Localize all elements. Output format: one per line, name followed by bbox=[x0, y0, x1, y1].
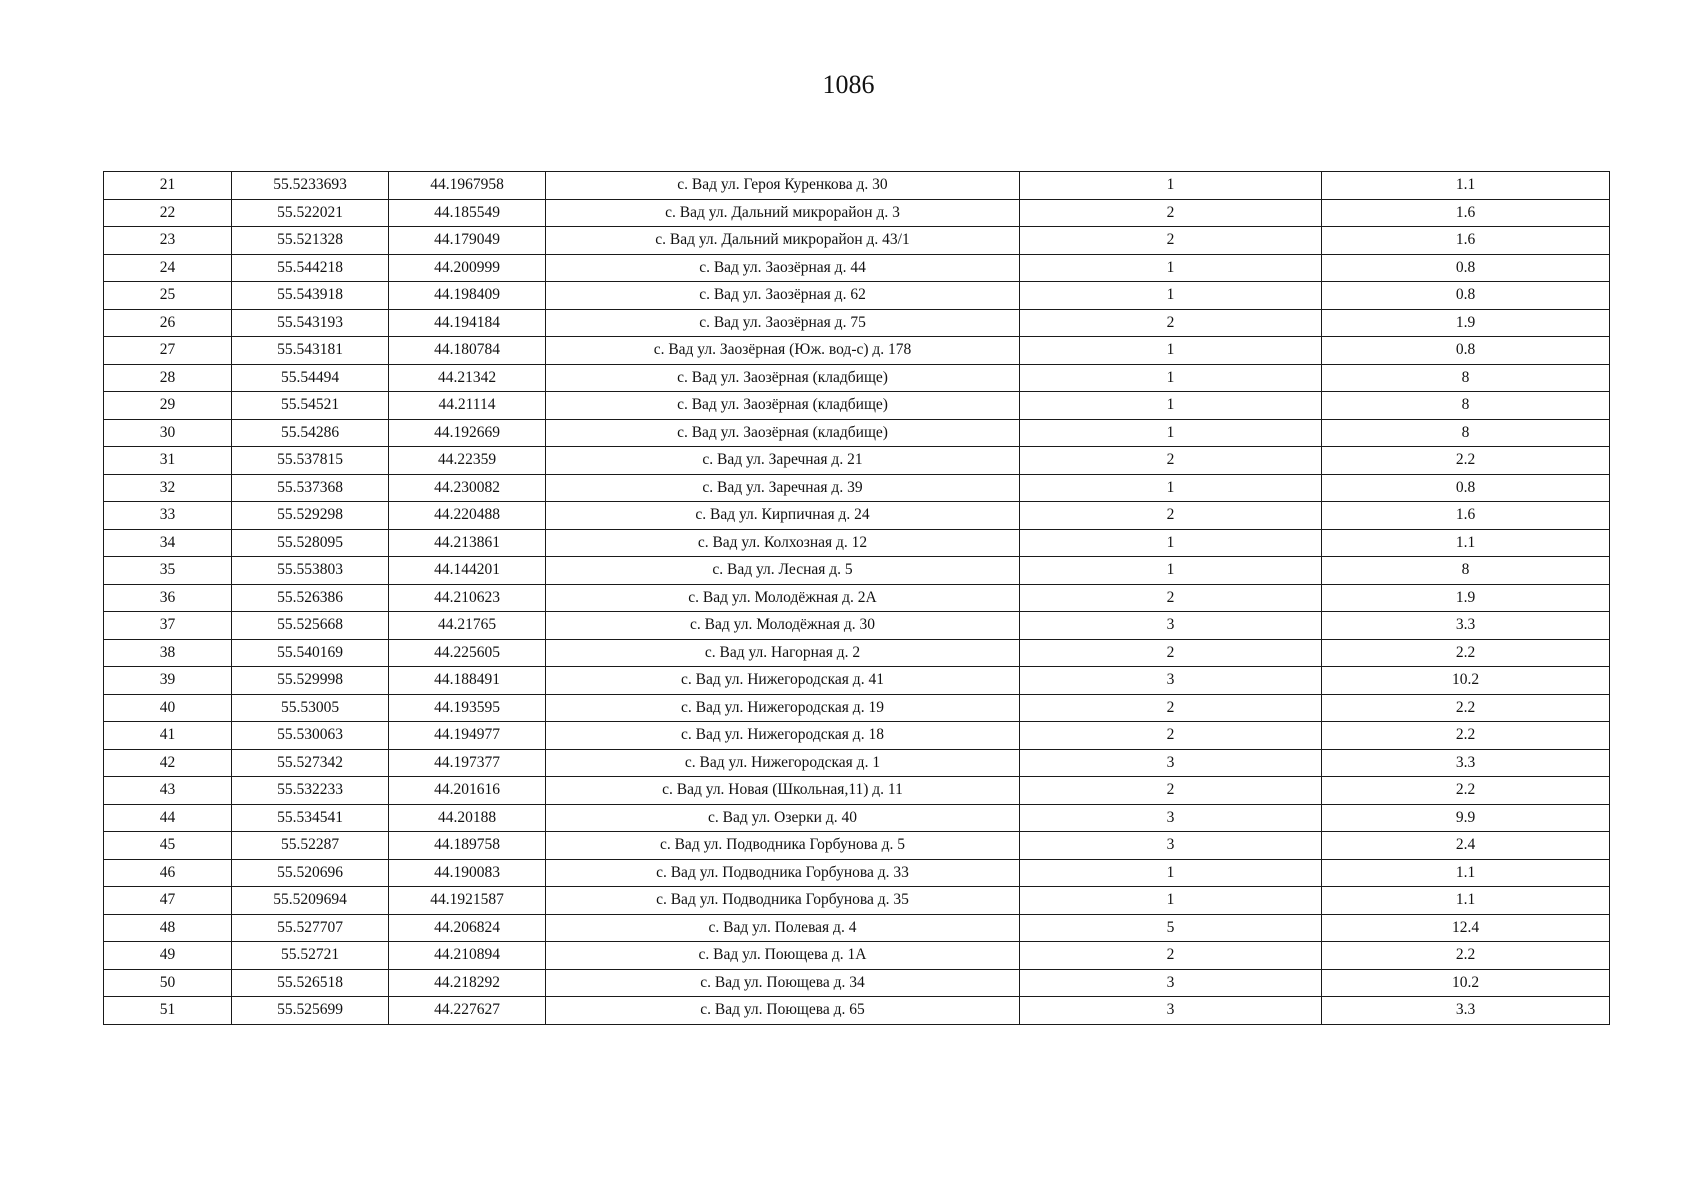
volume-cell: 1.9 bbox=[1322, 309, 1610, 337]
table-row bbox=[104, 612, 1610, 640]
volume-cell: 8 bbox=[1322, 557, 1610, 585]
latitude-cell: 55.525699 bbox=[232, 997, 389, 1025]
count-cell: 1 bbox=[1020, 887, 1322, 915]
longitude-cell: 44.194977 bbox=[389, 722, 546, 750]
address-cell: с. Вад ул. Заречная д. 21 bbox=[546, 447, 1020, 475]
longitude-cell: 44.220488 bbox=[389, 502, 546, 530]
longitude-cell: 44.21765 bbox=[389, 612, 546, 640]
latitude-cell: 55.5209694 bbox=[232, 887, 389, 915]
volume-cell: 1.1 bbox=[1322, 859, 1610, 887]
count-cell: 1 bbox=[1020, 474, 1322, 502]
row-number-cell: 21 bbox=[104, 172, 232, 200]
volume-cell: 1.9 bbox=[1322, 584, 1610, 612]
address-cell: с. Вад ул. Поющева д. 65 bbox=[546, 997, 1020, 1025]
row-number-cell: 35 bbox=[104, 557, 232, 585]
count-cell: 3 bbox=[1020, 612, 1322, 640]
row-number-cell: 42 bbox=[104, 749, 232, 777]
latitude-cell: 55.525668 bbox=[232, 612, 389, 640]
count-cell: 1 bbox=[1020, 254, 1322, 282]
latitude-cell: 55.553803 bbox=[232, 557, 389, 585]
address-cell: с. Вад ул. Молодёжная д. 30 bbox=[546, 612, 1020, 640]
longitude-cell: 44.188491 bbox=[389, 667, 546, 695]
table-row bbox=[104, 337, 1610, 365]
table-row bbox=[104, 502, 1610, 530]
longitude-cell: 44.189758 bbox=[389, 832, 546, 860]
count-cell: 5 bbox=[1020, 914, 1322, 942]
address-cell: с. Вад ул. Молодёжная д. 2А bbox=[546, 584, 1020, 612]
row-number-cell: 51 bbox=[104, 997, 232, 1025]
row-number-cell: 47 bbox=[104, 887, 232, 915]
row-number-cell: 36 bbox=[104, 584, 232, 612]
count-cell: 3 bbox=[1020, 969, 1322, 997]
volume-cell: 2.2 bbox=[1322, 942, 1610, 970]
volume-cell: 2.2 bbox=[1322, 777, 1610, 805]
volume-cell: 2.4 bbox=[1322, 832, 1610, 860]
longitude-cell: 44.210623 bbox=[389, 584, 546, 612]
volume-cell: 9.9 bbox=[1322, 804, 1610, 832]
table-row bbox=[104, 942, 1610, 970]
address-cell: с. Вад ул. Нижегородская д. 41 bbox=[546, 667, 1020, 695]
latitude-cell: 55.534541 bbox=[232, 804, 389, 832]
volume-cell: 1.1 bbox=[1322, 172, 1610, 200]
count-cell: 2 bbox=[1020, 777, 1322, 805]
latitude-cell: 55.537815 bbox=[232, 447, 389, 475]
volume-cell: 2.2 bbox=[1322, 694, 1610, 722]
address-cell: с. Вад ул. Подводника Горбунова д. 5 bbox=[546, 832, 1020, 860]
count-cell: 1 bbox=[1020, 529, 1322, 557]
count-cell: 2 bbox=[1020, 639, 1322, 667]
count-cell: 2 bbox=[1020, 694, 1322, 722]
row-number-cell: 38 bbox=[104, 639, 232, 667]
table-row bbox=[104, 694, 1610, 722]
latitude-cell: 55.54494 bbox=[232, 364, 389, 392]
volume-cell: 1.1 bbox=[1322, 887, 1610, 915]
table-row bbox=[104, 887, 1610, 915]
address-cell: с. Вад ул. Заозёрная (кладбище) bbox=[546, 392, 1020, 420]
latitude-cell: 55.54286 bbox=[232, 419, 389, 447]
row-number-cell: 23 bbox=[104, 227, 232, 255]
row-number-cell: 48 bbox=[104, 914, 232, 942]
latitude-cell: 55.54521 bbox=[232, 392, 389, 420]
table-row bbox=[104, 804, 1610, 832]
count-cell: 2 bbox=[1020, 942, 1322, 970]
table-row bbox=[104, 667, 1610, 695]
table-row bbox=[104, 474, 1610, 502]
table-row bbox=[104, 309, 1610, 337]
count-cell: 1 bbox=[1020, 282, 1322, 310]
volume-cell: 3.3 bbox=[1322, 612, 1610, 640]
address-cell: с. Вад ул. Подводника Горбунова д. 33 bbox=[546, 859, 1020, 887]
row-number-cell: 32 bbox=[104, 474, 232, 502]
count-cell: 2 bbox=[1020, 502, 1322, 530]
count-cell: 1 bbox=[1020, 859, 1322, 887]
table-row bbox=[104, 914, 1610, 942]
count-cell: 1 bbox=[1020, 337, 1322, 365]
table-row bbox=[104, 254, 1610, 282]
table-row bbox=[104, 227, 1610, 255]
volume-cell: 0.8 bbox=[1322, 254, 1610, 282]
count-cell: 1 bbox=[1020, 419, 1322, 447]
address-cell: с. Вад ул. Новая (Школьная,11) д. 11 bbox=[546, 777, 1020, 805]
table-row bbox=[104, 749, 1610, 777]
volume-cell: 10.2 bbox=[1322, 667, 1610, 695]
row-number-cell: 26 bbox=[104, 309, 232, 337]
table-body bbox=[104, 172, 1610, 1025]
table-row bbox=[104, 584, 1610, 612]
volume-cell: 8 bbox=[1322, 419, 1610, 447]
address-cell: с. Вад ул. Заозёрная (Юж. вод-с) д. 178 bbox=[546, 337, 1020, 365]
volume-cell: 1.1 bbox=[1322, 529, 1610, 557]
row-number-cell: 43 bbox=[104, 777, 232, 805]
latitude-cell: 55.543181 bbox=[232, 337, 389, 365]
page-number: 1086 bbox=[822, 70, 875, 99]
row-number-cell: 37 bbox=[104, 612, 232, 640]
table-row bbox=[104, 832, 1610, 860]
count-cell: 1 bbox=[1020, 364, 1322, 392]
table-row bbox=[104, 282, 1610, 310]
latitude-cell: 55.543918 bbox=[232, 282, 389, 310]
volume-cell: 10.2 bbox=[1322, 969, 1610, 997]
address-cell: с. Вад ул. Героя Куренкова д. 30 bbox=[546, 172, 1020, 200]
latitude-cell: 55.521328 bbox=[232, 227, 389, 255]
volume-cell: 8 bbox=[1322, 392, 1610, 420]
row-number-cell: 33 bbox=[104, 502, 232, 530]
address-cell: с. Вад ул. Озерки д. 40 bbox=[546, 804, 1020, 832]
table-row bbox=[104, 722, 1610, 750]
address-cell: с. Вад ул. Нижегородская д. 1 bbox=[546, 749, 1020, 777]
table-row bbox=[104, 392, 1610, 420]
volume-cell: 2.2 bbox=[1322, 447, 1610, 475]
row-number-cell: 34 bbox=[104, 529, 232, 557]
address-cell: с. Вад ул. Лесная д. 5 bbox=[546, 557, 1020, 585]
latitude-cell: 55.526386 bbox=[232, 584, 389, 612]
row-number-cell: 40 bbox=[104, 694, 232, 722]
count-cell: 3 bbox=[1020, 832, 1322, 860]
count-cell: 1 bbox=[1020, 392, 1322, 420]
latitude-cell: 55.532233 bbox=[232, 777, 389, 805]
latitude-cell: 55.530063 bbox=[232, 722, 389, 750]
address-cell: с. Вад ул. Нижегородская д. 18 bbox=[546, 722, 1020, 750]
latitude-cell: 55.52721 bbox=[232, 942, 389, 970]
table-row bbox=[104, 997, 1610, 1025]
volume-cell: 0.8 bbox=[1322, 282, 1610, 310]
address-cell: с. Вад ул. Заозёрная (кладбище) bbox=[546, 364, 1020, 392]
row-number-cell: 30 bbox=[104, 419, 232, 447]
volume-cell: 2.2 bbox=[1322, 639, 1610, 667]
table-row bbox=[104, 639, 1610, 667]
row-number-cell: 31 bbox=[104, 447, 232, 475]
address-cell: с. Вад ул. Кирпичная д. 24 bbox=[546, 502, 1020, 530]
count-cell: 3 bbox=[1020, 997, 1322, 1025]
latitude-cell: 55.5233693 bbox=[232, 172, 389, 200]
address-cell: с. Вад ул. Подводника Горбунова д. 35 bbox=[546, 887, 1020, 915]
volume-cell: 1.6 bbox=[1322, 199, 1610, 227]
latitude-cell: 55.528095 bbox=[232, 529, 389, 557]
longitude-cell: 44.206824 bbox=[389, 914, 546, 942]
address-cell: с. Вад ул. Поющева д. 1А bbox=[546, 942, 1020, 970]
table-row bbox=[104, 859, 1610, 887]
longitude-cell: 44.185549 bbox=[389, 199, 546, 227]
table-row bbox=[104, 557, 1610, 585]
volume-cell: 8 bbox=[1322, 364, 1610, 392]
longitude-cell: 44.1921587 bbox=[389, 887, 546, 915]
volume-cell: 3.3 bbox=[1322, 749, 1610, 777]
longitude-cell: 44.194184 bbox=[389, 309, 546, 337]
latitude-cell: 55.529998 bbox=[232, 667, 389, 695]
data-table bbox=[103, 171, 1610, 1025]
address-cell: с. Вад ул. Заозёрная д. 44 bbox=[546, 254, 1020, 282]
table-row bbox=[104, 777, 1610, 805]
address-cell: с. Вад ул. Колхозная д. 12 bbox=[546, 529, 1020, 557]
latitude-cell: 55.53005 bbox=[232, 694, 389, 722]
count-cell: 2 bbox=[1020, 199, 1322, 227]
count-cell: 2 bbox=[1020, 309, 1322, 337]
address-cell: с. Вад ул. Полевая д. 4 bbox=[546, 914, 1020, 942]
row-number-cell: 29 bbox=[104, 392, 232, 420]
latitude-cell: 55.544218 bbox=[232, 254, 389, 282]
longitude-cell: 44.193595 bbox=[389, 694, 546, 722]
volume-cell: 2.2 bbox=[1322, 722, 1610, 750]
longitude-cell: 44.190083 bbox=[389, 859, 546, 887]
latitude-cell: 55.520696 bbox=[232, 859, 389, 887]
latitude-cell: 55.540169 bbox=[232, 639, 389, 667]
count-cell: 1 bbox=[1020, 172, 1322, 200]
volume-cell: 0.8 bbox=[1322, 337, 1610, 365]
row-number-cell: 27 bbox=[104, 337, 232, 365]
latitude-cell: 55.527707 bbox=[232, 914, 389, 942]
table-row bbox=[104, 199, 1610, 227]
row-number-cell: 49 bbox=[104, 942, 232, 970]
latitude-cell: 55.543193 bbox=[232, 309, 389, 337]
row-number-cell: 46 bbox=[104, 859, 232, 887]
address-cell: с. Вад ул. Заречная д. 39 bbox=[546, 474, 1020, 502]
count-cell: 1 bbox=[1020, 557, 1322, 585]
count-cell: 2 bbox=[1020, 447, 1322, 475]
row-number-cell: 41 bbox=[104, 722, 232, 750]
address-cell: с. Вад ул. Заозёрная д. 75 bbox=[546, 309, 1020, 337]
latitude-cell: 55.526518 bbox=[232, 969, 389, 997]
latitude-cell: 55.529298 bbox=[232, 502, 389, 530]
volume-cell: 1.6 bbox=[1322, 227, 1610, 255]
latitude-cell: 55.537368 bbox=[232, 474, 389, 502]
longitude-cell: 44.200999 bbox=[389, 254, 546, 282]
longitude-cell: 44.213861 bbox=[389, 529, 546, 557]
longitude-cell: 44.230082 bbox=[389, 474, 546, 502]
longitude-cell: 44.218292 bbox=[389, 969, 546, 997]
table-row bbox=[104, 419, 1610, 447]
longitude-cell: 44.210894 bbox=[389, 942, 546, 970]
address-cell: с. Вад ул. Заозёрная д. 62 bbox=[546, 282, 1020, 310]
count-cell: 3 bbox=[1020, 749, 1322, 777]
row-number-cell: 28 bbox=[104, 364, 232, 392]
longitude-cell: 44.197377 bbox=[389, 749, 546, 777]
table-row bbox=[104, 364, 1610, 392]
address-cell: с. Вад ул. Дальний микрорайон д. 3 bbox=[546, 199, 1020, 227]
row-number-cell: 45 bbox=[104, 832, 232, 860]
row-number-cell: 22 bbox=[104, 199, 232, 227]
longitude-cell: 44.21342 bbox=[389, 364, 546, 392]
longitude-cell: 44.22359 bbox=[389, 447, 546, 475]
table-row bbox=[104, 172, 1610, 200]
longitude-cell: 44.179049 bbox=[389, 227, 546, 255]
latitude-cell: 55.52287 bbox=[232, 832, 389, 860]
longitude-cell: 44.201616 bbox=[389, 777, 546, 805]
volume-cell: 1.6 bbox=[1322, 502, 1610, 530]
address-cell: с. Вад ул. Дальний микрорайон д. 43/1 bbox=[546, 227, 1020, 255]
count-cell: 2 bbox=[1020, 722, 1322, 750]
count-cell: 2 bbox=[1020, 227, 1322, 255]
row-number-cell: 25 bbox=[104, 282, 232, 310]
longitude-cell: 44.227627 bbox=[389, 997, 546, 1025]
row-number-cell: 39 bbox=[104, 667, 232, 695]
longitude-cell: 44.192669 bbox=[389, 419, 546, 447]
longitude-cell: 44.20188 bbox=[389, 804, 546, 832]
longitude-cell: 44.180784 bbox=[389, 337, 546, 365]
longitude-cell: 44.225605 bbox=[389, 639, 546, 667]
row-number-cell: 24 bbox=[104, 254, 232, 282]
address-cell: с. Вад ул. Поющева д. 34 bbox=[546, 969, 1020, 997]
volume-cell: 0.8 bbox=[1322, 474, 1610, 502]
address-cell: с. Вад ул. Заозёрная (кладбище) bbox=[546, 419, 1020, 447]
table-row bbox=[104, 447, 1610, 475]
count-cell: 3 bbox=[1020, 804, 1322, 832]
row-number-cell: 50 bbox=[104, 969, 232, 997]
table-row bbox=[104, 529, 1610, 557]
latitude-cell: 55.527342 bbox=[232, 749, 389, 777]
longitude-cell: 44.1967958 bbox=[389, 172, 546, 200]
count-cell: 3 bbox=[1020, 667, 1322, 695]
count-cell: 2 bbox=[1020, 584, 1322, 612]
volume-cell: 12.4 bbox=[1322, 914, 1610, 942]
longitude-cell: 44.21114 bbox=[389, 392, 546, 420]
volume-cell: 3.3 bbox=[1322, 997, 1610, 1025]
latitude-cell: 55.522021 bbox=[232, 199, 389, 227]
address-cell: с. Вад ул. Нагорная д. 2 bbox=[546, 639, 1020, 667]
table-row bbox=[104, 969, 1610, 997]
row-number-cell: 44 bbox=[104, 804, 232, 832]
longitude-cell: 44.144201 bbox=[389, 557, 546, 585]
longitude-cell: 44.198409 bbox=[389, 282, 546, 310]
address-cell: с. Вад ул. Нижегородская д. 19 bbox=[546, 694, 1020, 722]
